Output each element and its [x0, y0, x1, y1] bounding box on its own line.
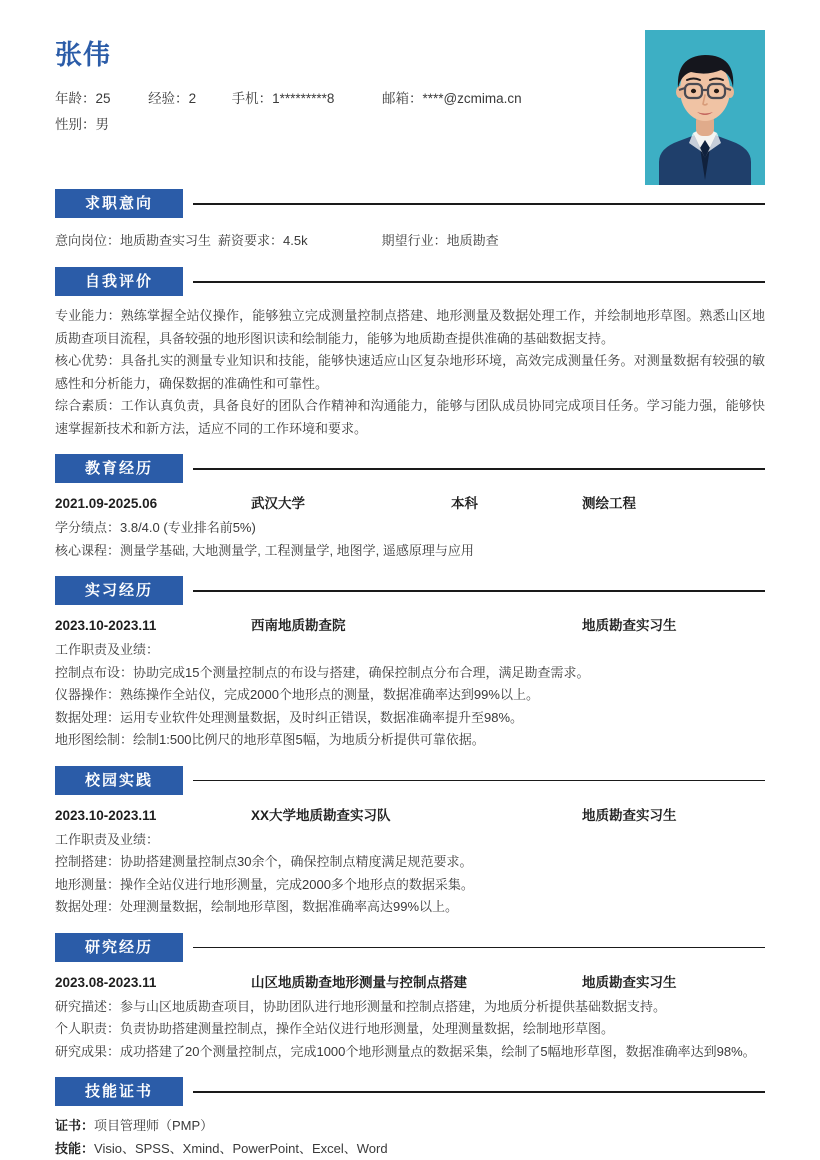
- section-rule: [193, 281, 765, 283]
- section-rule: [193, 203, 765, 205]
- internship-date: 2023.10-2023.11: [55, 618, 157, 633]
- section-header-skills-certificates: [55, 1077, 765, 1106]
- email-label: 邮箱：: [381, 91, 423, 106]
- age-field: [55, 86, 111, 112]
- skill-value: Visio、SPSS、Xmind、PowerPoint、Excel、Word: [94, 1140, 388, 1156]
- certificate-line: [55, 1115, 765, 1138]
- section-header-intent: [55, 189, 765, 218]
- internship-detail-line: 控制点布设：协助完成15个测量控制点的布设与搭建，确保控制点分布合理，满足勘查需求。: [55, 664, 590, 680]
- campus-org: XX大学地质勘查实习队: [251, 807, 391, 823]
- certificate-value: 项目管理师（PMP）: [94, 1118, 214, 1133]
- internship-detail-line: 地形图绘制：绘制1:500比例尺的地形草图5幅，为地质分析提供可靠依据。: [55, 732, 485, 747]
- portrait-illustration: [645, 30, 765, 185]
- intent-position-value: 地质勘查实习生: [120, 233, 212, 248]
- section-rule: [193, 780, 765, 782]
- skill-label: 技能：: [55, 1140, 95, 1156]
- gender-label: 性别：: [55, 117, 96, 132]
- section-rule: [193, 468, 765, 470]
- section-research: [0, 933, 820, 1064]
- research-detail-line: 研究成果：成功搭建了20个测量控制点，完成1000个地形测量点的数据采集，绘制了5幅地形草图，数据准确率达到98%。: [55, 1043, 756, 1059]
- section-title-skills-certificates: 技能证书: [55, 1077, 183, 1106]
- section-title-internship: 实习经历: [55, 576, 183, 605]
- experience-label: 经验：: [148, 91, 189, 106]
- campus-row: [55, 804, 765, 828]
- section-education: [0, 454, 820, 562]
- age-label: 年龄：: [55, 91, 96, 106]
- internship-detail-line: 数据处理：运用专业软件处理测量数据，及时纠正错误，数据准确率提升至98%。: [55, 709, 524, 725]
- candidate-name: 张伟: [55, 40, 111, 70]
- section-intent: [0, 189, 820, 253]
- email-field: [382, 86, 522, 112]
- section-rule: [193, 947, 765, 949]
- phone-label: 手机：: [231, 91, 273, 106]
- skills-details: [55, 1115, 765, 1160]
- research-detail-line: 研究描述：参与山区地质勘查项目，协助团队进行地形测量和控制点搭建，为地质分析提供基础数据支持。: [55, 998, 667, 1014]
- self-eval-paragraph: 专业能力：熟练掌握全站仪操作，能够独立完成测量控制点搭建、地形测量及数据处理工作，并绘制地形草图。熟悉山区地质勘查项目流程，具备较强的地形图识读和绘制能力，能够为地质勘查提供准确的基础数据支持。: [55, 308, 765, 346]
- section-self-evaluation: [0, 267, 820, 440]
- section-internship: [0, 576, 820, 752]
- section-title-self-evaluation: 自我评价: [55, 267, 183, 296]
- section-header-campus-practice: [55, 766, 765, 795]
- experience-field: [148, 86, 196, 112]
- internship-details: [55, 639, 765, 752]
- campus-detail-line: 地形测量：操作全站仪进行地形测量，完成2000多个地形点的数据采集。: [55, 876, 474, 892]
- section-title-research: 研究经历: [55, 933, 183, 962]
- section-header-research: [55, 933, 765, 962]
- internship-row: [55, 614, 765, 638]
- section-campus-practice: [0, 766, 820, 919]
- self-evaluation-body: [55, 305, 765, 440]
- phone-value: 1*********8: [272, 91, 335, 106]
- education-degree: 本科: [451, 496, 478, 511]
- intent-details: [55, 227, 765, 253]
- education-date: 2021.09-2025.06: [55, 496, 158, 511]
- intent-industry-value: 地质勘查: [446, 233, 499, 248]
- section-header-education: [55, 454, 765, 483]
- self-eval-paragraph: 综合素质：工作认真负责，具备良好的团队合作精神和沟通能力，能够与团队成员协同完成项目任务。学习能力强，能够快速掌握新技术和新方法，适应不同的工作环境和要求。: [55, 398, 765, 436]
- research-detail-line: 个人职责：负责协助搭建测量控制点，操作全站仪进行地形测量，处理测量数据，绘制地形草图。: [55, 1021, 615, 1036]
- research-row: [55, 971, 765, 995]
- education-row: [55, 492, 765, 516]
- section-skills-certificates: [0, 1077, 820, 1160]
- research-project: 山区地质勘查地形测量与控制点搭建: [251, 974, 467, 990]
- candidate-photo: [645, 30, 765, 185]
- section-header-internship: [55, 576, 765, 605]
- section-rule: [193, 590, 765, 592]
- research-details: [55, 996, 765, 1064]
- education-major: 测绘工程: [582, 496, 636, 511]
- education-detail-line: 学分绩点：3.8/4.0 (专业排名前5%): [55, 520, 256, 535]
- section-rule: [193, 1091, 765, 1093]
- gender-field: [55, 112, 109, 138]
- campus-date: 2023.10-2023.11: [55, 807, 157, 823]
- education-detail-line: 核心课程：测量学基础, 大地测量学, 工程测量学, 地图学, 遥感原理与应用: [55, 542, 474, 558]
- intent-position-label: 意向岗位：: [55, 233, 121, 248]
- internship-org: 西南地质勘查院: [251, 618, 346, 633]
- campus-detail-line: 控制搭建：协助搭建测量控制点30余个，确保控制点精度满足规范要求。: [55, 854, 473, 869]
- section-header-self-evaluation: [55, 267, 765, 296]
- campus-detail-line: 工作职责及业绩：: [55, 831, 160, 847]
- self-eval-paragraph: 核心优势：具备扎实的测量专业知识和技能，能够快速适应山区复杂地形环境，高效完成测量任务。对测量数据有较强的敏感性和分析能力，确保数据的准确性和可靠性。: [55, 353, 765, 391]
- intent-salary-label: 薪资要求：: [218, 233, 284, 248]
- intent-salary-value: 4.5k: [283, 233, 308, 248]
- education-details: [55, 517, 765, 562]
- campus-detail-line: 数据处理：处理测量数据，绘制地形草图，数据准确率高达99%以上。: [55, 899, 459, 914]
- internship-detail-line: 仪器操作：熟练操作全站仪，完成2000个地形点的测量，数据准确率达到99%以上。: [55, 687, 539, 702]
- intent-industry-label: 期望行业：: [381, 233, 447, 248]
- certificate-label: 证书：: [55, 1118, 95, 1133]
- section-title-campus-practice: 校园实践: [55, 766, 183, 795]
- campus-details: [55, 829, 765, 919]
- age-value: 25: [95, 91, 111, 106]
- email-value: ****@zcmima.cn: [422, 91, 522, 106]
- phone-field: [232, 86, 335, 112]
- section-title-education: 教育经历: [55, 454, 183, 483]
- research-role: 地质勘查实习生: [582, 974, 677, 990]
- campus-role: 地质勘查实习生: [582, 807, 677, 823]
- education-school: 武汉大学: [251, 496, 305, 511]
- resume-header: [0, 0, 820, 175]
- gender-value: 男: [95, 117, 109, 132]
- section-title-intent: 求职意向: [55, 189, 183, 218]
- internship-role: 地质勘查实习生: [582, 618, 677, 633]
- skill-line: [55, 1138, 765, 1160]
- internship-detail-line: 工作职责及业绩：: [55, 642, 160, 657]
- experience-value: 2: [188, 91, 197, 106]
- research-date: 2023.08-2023.11: [55, 974, 157, 990]
